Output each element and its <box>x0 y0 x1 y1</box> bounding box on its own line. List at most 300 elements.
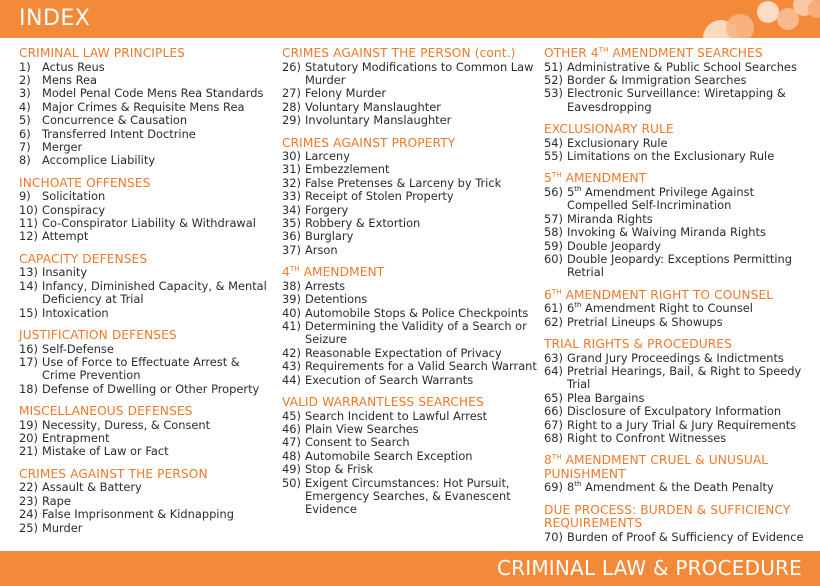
entry-number: 22) <box>19 480 38 495</box>
entry-title <box>42 343 277 356</box>
entry-title-text: Electronic Surveillance: Wiretapping & Eavesdropping <box>567 86 786 114</box>
index-entry <box>19 204 277 217</box>
index-entry <box>282 204 537 217</box>
entry-title-text: Forgery <box>305 202 349 217</box>
entry-title-text: Grand Jury Proceedings & Indictments <box>567 350 784 365</box>
entry-title <box>42 383 277 396</box>
entry-title <box>567 432 816 445</box>
entry-number: 70) <box>544 529 563 544</box>
entry-number: 28) <box>282 99 301 114</box>
entry-title <box>567 316 816 329</box>
entry-title <box>305 463 537 476</box>
index-entry <box>19 217 277 230</box>
entry-title <box>305 87 537 100</box>
section-title-text: INCHOATE OFFENSES <box>19 175 151 190</box>
entry-title-text: Use of Force to Effectuate Arrest & Crime Prevention <box>42 354 240 383</box>
index-entry <box>19 280 277 307</box>
section-items <box>544 352 816 446</box>
index-section <box>544 172 816 279</box>
index-section <box>544 123 816 163</box>
entry-number: 10) <box>19 202 38 217</box>
section-title-text: AMENDMENT <box>561 171 647 186</box>
entry-title <box>305 423 537 436</box>
entry-number: 57) <box>544 211 563 226</box>
index-section <box>282 47 537 128</box>
section-title-text: CRIMES AGAINST PROPERTY <box>282 135 456 150</box>
entry-title <box>567 365 816 392</box>
entry-title-text: Voluntary Manslaughter <box>305 99 441 114</box>
entry-title <box>42 101 277 114</box>
entry-title <box>42 432 277 445</box>
entry-title-text: Mens Rea <box>42 72 98 87</box>
index-columns <box>0 47 820 547</box>
entry-title <box>305 177 537 190</box>
index-section <box>544 454 816 494</box>
section-title-text: AMENDMENT SEARCHES <box>608 46 763 60</box>
entry-number: 34) <box>282 202 301 217</box>
index-entry <box>19 61 277 74</box>
index-column-1 <box>19 47 277 544</box>
entry-title-text: Search Incident to Lawful Arrest <box>305 408 488 423</box>
section-title-prefix: 6 <box>544 287 552 302</box>
index-section <box>19 405 277 459</box>
index-entry <box>19 114 277 127</box>
entry-title-text: False Imprisonment & Kidnapping <box>42 507 234 522</box>
entry-title <box>567 137 816 150</box>
section-title-ordinal: TH <box>551 287 562 296</box>
entry-number: 46) <box>282 421 301 436</box>
index-entry <box>19 419 277 432</box>
section-title-prefix: OTHER 4 <box>544 46 599 60</box>
section-title <box>19 253 277 267</box>
entry-number: 50) <box>282 475 301 490</box>
entry-title-text: Entrapment <box>42 431 110 446</box>
section-title-text: AMENDMENT <box>299 265 385 280</box>
entry-title-text: Consent to Search <box>305 435 410 450</box>
index-entry <box>282 423 537 436</box>
index-entry <box>19 495 277 508</box>
entry-number: 31) <box>282 162 301 177</box>
entry-number: 7) <box>19 139 31 154</box>
entry-title-text: Receipt of Stolen Property <box>305 189 454 204</box>
entry-number: 47) <box>282 435 301 450</box>
entry-title <box>305 163 537 176</box>
index-entry <box>544 226 816 239</box>
entry-number: 67) <box>544 417 563 432</box>
entry-title-text: Amendment & the Death Penalty <box>581 480 774 495</box>
entry-title <box>567 74 816 87</box>
subject-title: CRIMINAL LAW & PROCEDURE <box>496 556 802 580</box>
index-section <box>19 468 277 535</box>
index-entry <box>19 432 277 445</box>
entry-title-text: Major Crimes & Requisite Mens Rea <box>42 99 245 114</box>
section-title-text: DUE PROCESS: BURDEN & SUFFICIENCY REQUIREMENTS <box>544 502 791 531</box>
entry-title-text: Solicitation <box>42 189 106 204</box>
entry-title <box>305 450 537 463</box>
entry-title <box>567 213 816 226</box>
index-entry <box>19 128 277 141</box>
entry-title <box>42 266 277 279</box>
page-title: INDEX <box>19 6 91 31</box>
entry-title <box>42 522 277 535</box>
entry-title-text: Burglary <box>305 229 354 244</box>
entry-title-text: Double Jeopardy <box>567 238 661 253</box>
entry-number: 20) <box>19 431 38 446</box>
index-entry <box>282 450 537 463</box>
entry-number: 11) <box>19 216 38 231</box>
entry-title <box>305 204 537 217</box>
index-section <box>544 504 816 544</box>
entry-title <box>567 405 816 418</box>
entry-title-text: Intoxication <box>42 305 109 320</box>
entry-number: 25) <box>19 520 38 535</box>
section-title <box>544 289 816 303</box>
section-title-text: CAPACITY DEFENSES <box>19 251 148 266</box>
index-column-2 <box>282 47 537 526</box>
entry-title-text: Miranda Rights <box>567 211 653 226</box>
entry-title-text: Reasonable Expectation of Privacy <box>305 345 502 360</box>
entry-title <box>42 114 277 127</box>
index-entry <box>544 186 816 213</box>
entry-title-text: Amendment Privilege Against Compelled Self-Incrimination <box>567 184 755 213</box>
entry-title <box>305 320 537 347</box>
entry-title <box>305 230 537 243</box>
index-entry <box>544 137 816 150</box>
entry-number: 9) <box>19 189 31 204</box>
entry-number: 65) <box>544 390 563 405</box>
entry-title-prefix: 8 <box>567 480 575 495</box>
index-entry <box>282 177 537 190</box>
index-section <box>19 329 277 396</box>
entry-title <box>305 436 537 449</box>
index-entry <box>544 405 816 418</box>
section-title-text: CRIMES AGAINST THE PERSON <box>19 466 208 481</box>
entry-number: 58) <box>544 225 563 240</box>
index-entry <box>544 365 816 392</box>
index-entry <box>544 316 816 329</box>
header-band <box>0 0 820 38</box>
index-entry <box>19 343 277 356</box>
entry-title-text: Rape <box>42 493 71 508</box>
entry-title <box>42 230 277 243</box>
index-entry <box>19 154 277 167</box>
entry-title <box>305 190 537 203</box>
index-entry <box>544 61 816 74</box>
entry-title-text: Robbery & Extortion <box>305 216 421 231</box>
entry-number: 45) <box>282 408 301 423</box>
index-entry <box>282 293 537 306</box>
entry-title-text: Invoking & Waiving Miranda Rights <box>567 225 766 240</box>
entry-title-text: Plain View Searches <box>305 421 419 436</box>
entry-number: 30) <box>282 149 301 164</box>
entry-title-text: Involuntary Manslaughter <box>305 113 452 128</box>
entry-title-text: Actus Reus <box>42 59 105 74</box>
entry-title-prefix: 6 <box>567 301 575 316</box>
section-items <box>282 280 537 387</box>
entry-title-text: Pretrial Hearings, Bail, & Right to Speedy Trial <box>567 364 802 392</box>
section-items <box>282 410 537 517</box>
index-entry <box>282 190 537 203</box>
entry-number: 36) <box>282 229 301 244</box>
section-title <box>19 468 277 482</box>
entry-title-text: Murder <box>42 520 83 535</box>
section-title-ordinal: TH <box>551 453 562 462</box>
entry-title-text: Assault & Battery <box>42 480 142 495</box>
entry-number: 35) <box>282 216 301 231</box>
entry-number: 14) <box>19 278 38 293</box>
entry-number: 26) <box>282 59 301 74</box>
index-entry <box>544 150 816 163</box>
entry-number: 38) <box>282 278 301 293</box>
index-entry <box>19 307 277 320</box>
index-entry <box>19 190 277 203</box>
section-items <box>544 186 816 280</box>
entry-number: 55) <box>544 149 563 164</box>
section-items <box>19 481 277 535</box>
entry-title <box>42 307 277 320</box>
entry-title-text: Limitations on the Exclusionary Rule <box>567 149 775 164</box>
entry-title-text: Statutory Modifications to Common Law Murder <box>305 59 534 87</box>
entry-title-text: Exigent Circumstances: Hot Pursuit, Emergency Searches, & Evanescent Evidence <box>305 475 511 517</box>
entry-number: 19) <box>19 417 38 432</box>
entry-number: 33) <box>282 189 301 204</box>
index-entry <box>19 87 277 100</box>
index-entry <box>544 531 816 544</box>
index-entry <box>282 307 537 320</box>
entry-title <box>42 445 277 458</box>
entry-title-text: Model Penal Code Mens Rea Standards <box>42 86 264 101</box>
index-entry <box>282 463 537 476</box>
entry-title <box>42 419 277 432</box>
entry-number: 49) <box>282 462 301 477</box>
entry-title <box>305 307 537 320</box>
entry-title-text: Pretrial Lineups & Showups <box>567 314 723 329</box>
section-title-text: EXCLUSIONARY RULE <box>544 122 674 137</box>
section-title <box>544 338 816 352</box>
entry-number: 5) <box>19 113 31 128</box>
entry-title-text: Arson <box>305 242 338 257</box>
entry-title-text: Right to Confront Witnesses <box>567 431 727 446</box>
index-column-3 <box>544 47 816 553</box>
section-title-prefix: 8 <box>544 453 552 468</box>
section-title-ordinal: TH <box>551 171 562 180</box>
entry-number: 63) <box>544 350 563 365</box>
entry-title <box>567 352 816 365</box>
entry-title <box>305 280 537 293</box>
entry-title <box>305 347 537 360</box>
entry-title-text: Exclusionary Rule <box>567 135 668 150</box>
entry-title-text: Conspiracy <box>42 202 106 217</box>
index-entry <box>544 392 816 405</box>
entry-title-text: Concurrence & Causation <box>42 113 188 128</box>
entry-title <box>42 74 277 87</box>
index-entry <box>19 383 277 396</box>
index-entry <box>19 522 277 535</box>
section-items <box>544 61 816 115</box>
entry-title <box>305 150 537 163</box>
index-entry <box>19 141 277 154</box>
section-title <box>544 172 816 186</box>
entry-title <box>305 101 537 114</box>
entry-title <box>305 293 537 306</box>
entry-title-ordinal: th <box>574 301 582 310</box>
entry-number: 24) <box>19 507 38 522</box>
index-section <box>544 47 816 114</box>
entry-number: 41) <box>282 319 301 333</box>
section-title-text: CRIMES AGAINST THE PERSON (cont.) <box>282 46 516 60</box>
footer-band <box>0 551 820 586</box>
entry-title-text: Transferred Intent Doctrine <box>42 126 196 141</box>
section-title-ordinal: TH <box>289 265 300 274</box>
entry-number: 56) <box>544 184 563 199</box>
index-entry <box>282 320 537 347</box>
entry-title-text: Double Jeopardy: Exceptions Permitting Retrial <box>567 251 792 280</box>
entry-number: 37) <box>282 242 301 257</box>
entry-title-ordinal: th <box>574 480 582 489</box>
section-title-ordinal: TH <box>598 45 609 54</box>
index-entry <box>282 114 537 127</box>
index-entry <box>282 477 537 517</box>
entry-number: 51) <box>544 59 563 74</box>
entry-title-text: Right to a Jury Trial & Jury Requirements <box>567 417 797 432</box>
entry-number: 8) <box>19 153 31 168</box>
entry-title-text: Detentions <box>305 292 368 307</box>
entry-number: 62) <box>544 314 563 329</box>
section-title <box>544 123 816 137</box>
entry-number: 68) <box>544 431 563 446</box>
entry-title <box>567 226 816 239</box>
entry-title-ordinal: th <box>574 185 582 194</box>
index-entry <box>544 419 816 432</box>
index-section <box>19 177 277 244</box>
entry-title <box>305 217 537 230</box>
index-entry <box>544 253 816 280</box>
entry-title-text: Border & Immigration Searches <box>567 72 747 87</box>
index-entry <box>544 74 816 87</box>
index-entry <box>544 87 816 114</box>
entry-title-prefix: 5 <box>567 184 575 199</box>
index-section <box>544 338 816 445</box>
section-items <box>19 343 277 397</box>
section-title <box>19 405 277 419</box>
section-items <box>282 150 537 257</box>
entry-number: 39) <box>282 292 301 307</box>
section-title <box>19 177 277 191</box>
section-title <box>282 266 537 280</box>
index-entry <box>282 61 537 88</box>
entry-title-text: Felony Murder <box>305 86 387 101</box>
entry-title <box>567 419 816 432</box>
entry-number: 53) <box>544 86 563 101</box>
index-section <box>544 289 816 329</box>
index-entry <box>282 374 537 387</box>
entry-title <box>42 87 277 100</box>
index-entry <box>282 163 537 176</box>
entry-title <box>567 392 816 405</box>
section-items <box>19 419 277 459</box>
section-title <box>19 329 277 343</box>
entry-title-text: Self-Defense <box>42 341 114 356</box>
entry-title <box>567 253 816 280</box>
entry-title-text: Amendment Right to Counsel <box>581 301 753 316</box>
index-entry <box>282 87 537 100</box>
entry-title <box>567 186 816 213</box>
entry-title-text: Burden of Proof & Sufficiency of Evidence <box>567 529 804 544</box>
entry-title <box>42 356 277 383</box>
section-title-prefix: 4 <box>282 265 290 280</box>
index-entry <box>282 217 537 230</box>
index-entry <box>19 74 277 87</box>
entry-number: 17) <box>19 354 38 369</box>
entry-title <box>42 61 277 74</box>
entry-number: 48) <box>282 448 301 463</box>
index-entry <box>282 347 537 360</box>
entry-number: 52) <box>544 72 563 87</box>
entry-title <box>567 531 816 544</box>
index-entry <box>282 280 537 293</box>
section-title-text: VALID WARRANTLESS SEARCHES <box>282 395 484 410</box>
section-title <box>282 47 537 61</box>
index-entry <box>544 481 816 494</box>
entry-title <box>42 217 277 230</box>
section-items <box>544 531 816 544</box>
index-section <box>19 253 277 320</box>
section-title <box>19 47 277 61</box>
entry-title <box>305 244 537 257</box>
entry-number: 6) <box>19 126 31 141</box>
entry-title-text: Automobile Stops & Police Checkpoints <box>305 305 529 320</box>
entry-number: 4) <box>19 99 31 114</box>
entry-number: 32) <box>282 175 301 190</box>
entry-title-text: Merger <box>42 139 83 154</box>
entry-number: 23) <box>19 493 38 508</box>
index-entry <box>19 356 277 383</box>
entry-title-text: Embezzlement <box>305 162 390 177</box>
entry-title <box>567 302 816 315</box>
index-entry <box>544 352 816 365</box>
decorative-bubble-icon <box>757 1 779 23</box>
entry-number: 69) <box>544 480 563 495</box>
entry-title <box>567 481 816 494</box>
section-title-text: TRIAL RIGHTS & PROCEDURES <box>544 337 732 352</box>
entry-title-text: Defense of Dwelling or Other Property <box>42 381 260 396</box>
index-entry <box>19 445 277 458</box>
section-title-text: AMENDMENT CRUEL & UNUSUAL PUNISHMENT <box>544 453 769 481</box>
section-items <box>19 266 277 320</box>
entry-number: 2) <box>19 72 31 87</box>
entry-title <box>305 374 537 387</box>
index-entry <box>544 213 816 226</box>
index-section <box>282 396 537 517</box>
entry-number: 3) <box>19 86 31 101</box>
entry-number: 16) <box>19 341 38 356</box>
entry-title <box>305 360 537 373</box>
section-items <box>544 137 816 164</box>
entry-title <box>567 150 816 163</box>
index-entry <box>282 410 537 423</box>
index-section <box>19 47 277 168</box>
section-title-prefix: 5 <box>544 171 552 186</box>
entry-number: 59) <box>544 238 563 253</box>
section-items <box>19 190 277 244</box>
index-entry <box>282 150 537 163</box>
entry-title <box>42 141 277 154</box>
entry-title <box>305 61 537 88</box>
section-title <box>282 137 537 151</box>
index-entry <box>282 101 537 114</box>
entry-number: 18) <box>19 381 38 396</box>
entry-title-text: Determining the Validity of a Search or Seizure <box>305 319 527 347</box>
